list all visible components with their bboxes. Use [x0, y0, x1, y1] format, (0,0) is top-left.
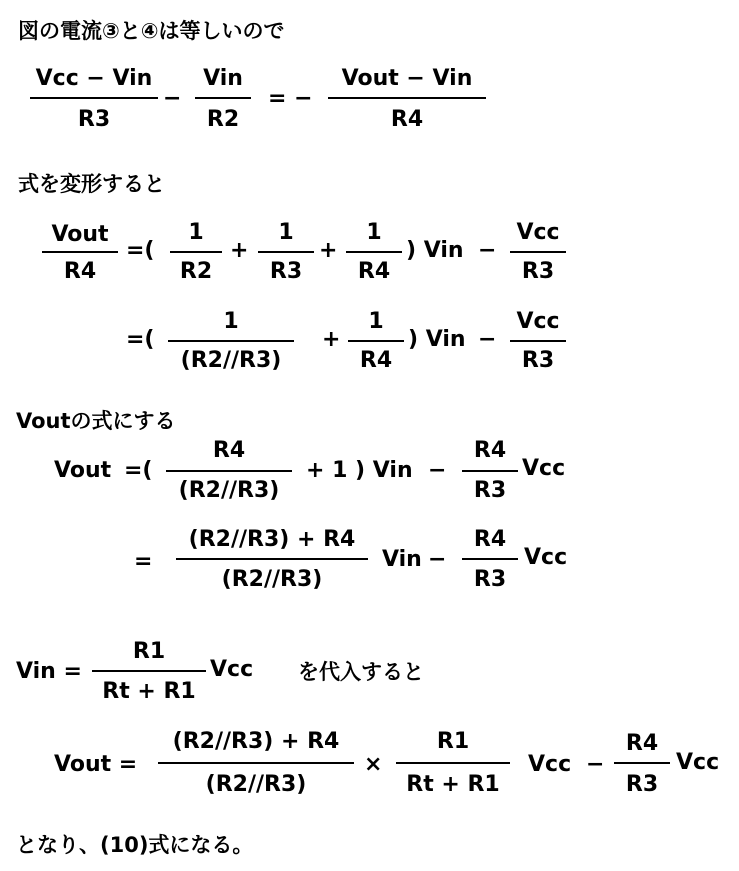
fraction-bar: [195, 97, 251, 99]
eq1-minus: −: [163, 86, 182, 111]
eq2-n1: 1: [188, 220, 204, 245]
eq4-plus-one-vin: + 1 ) Vin: [306, 458, 413, 483]
eq2-plus-1: +: [230, 238, 249, 263]
eq7-minus: −: [586, 752, 605, 777]
fraction-bar: [258, 251, 314, 253]
eq3-n2: 1: [368, 309, 384, 334]
fraction-bar: [328, 97, 486, 99]
eq5-equals: =: [134, 549, 153, 574]
fraction-bar: [158, 762, 354, 764]
eq7-n2: R1: [436, 729, 470, 754]
eq4-d1: (R2//R3): [178, 478, 280, 503]
section-heading-intro: 図の電流③と④は等しいので: [18, 19, 285, 43]
fraction-bar: [462, 558, 518, 560]
fraction-bar: [510, 251, 566, 253]
eq2-d2: R3: [269, 259, 303, 284]
eq3-d2: R4: [359, 348, 393, 373]
fraction-bar: [396, 762, 510, 764]
fraction-bar: [614, 762, 670, 764]
eq3-minus: −: [478, 327, 497, 352]
eq3-close-vin: ) Vin: [408, 327, 466, 352]
eq7-lhs: Vout =: [54, 752, 138, 777]
eq1-denominator-1: R3: [77, 107, 111, 132]
eq5-d2: R3: [473, 567, 507, 592]
eq7-vcc-2: Vcc: [676, 750, 720, 775]
eq1-numerator-2: Vin: [203, 66, 243, 91]
eq4-minus: −: [428, 458, 447, 483]
eq1-numerator-1: Vcc − Vin: [35, 66, 153, 91]
eq1-denominator-2: R2: [206, 107, 240, 132]
eq5-n1: (R2//R3) + R4: [188, 527, 356, 552]
eq2-n3: 1: [366, 220, 382, 245]
eq2-lhs-denominator: R4: [63, 259, 97, 284]
section-heading-transform: 式を変形すると: [18, 172, 165, 196]
eq6-denominator: Rt + R1: [102, 679, 196, 704]
eq4-equals-paren: =(: [124, 458, 153, 483]
eq2-lhs-numerator: Vout: [51, 222, 109, 247]
eq6-lhs: Vin =: [16, 659, 82, 684]
eq7-d3: R3: [625, 772, 659, 797]
eq2-equals-paren: =(: [126, 238, 155, 263]
fraction-bar: [166, 470, 292, 472]
section-conclusion: となり、(10)式になる。: [16, 833, 254, 857]
fraction-bar: [346, 251, 402, 253]
eq3-d1: (R2//R3): [180, 348, 282, 373]
fraction-bar: [348, 340, 404, 342]
eq7-n3: R4: [625, 731, 659, 756]
eq7-times: ×: [364, 752, 383, 777]
eq1-denominator-3: R4: [390, 107, 424, 132]
fraction-bar: [176, 558, 368, 560]
eq7-vcc-1: Vcc: [528, 752, 572, 777]
eq4-d2: R3: [473, 478, 507, 503]
eq2-n2: 1: [278, 220, 294, 245]
fraction-bar: [170, 251, 222, 253]
section-substitute: を代入すると: [298, 660, 424, 684]
fraction-bar: [510, 340, 566, 342]
eq2-vcc-numerator: Vcc: [516, 220, 560, 245]
eq2-d1: R2: [179, 259, 213, 284]
eq1-equals-minus: = −: [268, 86, 313, 111]
fraction-bar: [462, 470, 518, 472]
fraction-bar: [30, 97, 158, 99]
eq5-n2: R4: [473, 527, 507, 552]
fraction-bar: [92, 670, 206, 672]
eq2-close-vin: ) Vin: [406, 238, 464, 263]
eq2-plus-2: +: [319, 238, 338, 263]
eq2-vcc-denominator: R3: [521, 259, 555, 284]
eq3-equals-paren: =(: [126, 327, 155, 352]
eq3-vcc-denominator: R3: [521, 348, 555, 373]
eq7-n1: (R2//R3) + R4: [172, 729, 340, 754]
fraction-bar: [168, 340, 294, 342]
eq5-vcc: Vcc: [524, 545, 568, 570]
eq4-vcc: Vcc: [522, 456, 566, 481]
section-heading-vout: Voutの式にする: [16, 409, 176, 433]
eq4-n2: R4: [473, 438, 507, 463]
eq6-vcc: Vcc: [210, 657, 254, 682]
eq4-n1: R4: [212, 438, 246, 463]
eq3-n1: 1: [223, 309, 239, 334]
fraction-bar: [42, 251, 118, 253]
eq7-d1: (R2//R3): [205, 772, 307, 797]
eq2-minus: −: [478, 238, 497, 263]
eq5-minus: −: [428, 547, 447, 572]
eq3-vcc-numerator: Vcc: [516, 309, 560, 334]
eq2-d3: R4: [357, 259, 391, 284]
eq5-vin: Vin: [382, 547, 422, 572]
eq5-d1: (R2//R3): [221, 567, 323, 592]
eq1-numerator-3: Vout − Vin: [341, 66, 473, 91]
eq3-plus: +: [322, 327, 341, 352]
eq4-lhs: Vout: [54, 458, 112, 483]
eq6-numerator: R1: [132, 639, 166, 664]
eq7-d2: Rt + R1: [406, 772, 500, 797]
